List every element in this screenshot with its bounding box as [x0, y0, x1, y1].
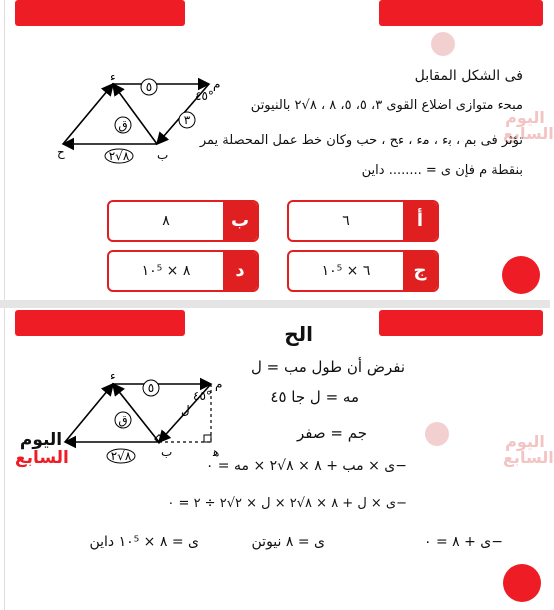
force-diag-label: ق	[118, 118, 128, 132]
red-header-bar-right	[379, 0, 543, 26]
question-intro: فى الشكل المقابل	[414, 68, 523, 84]
sol-vertex-a: م	[215, 377, 223, 391]
question-line-2: تؤثر فى ب‍م ، ب‍ء ، م‍ء ، ء‍ح ، ح‍ب وكان خط عمل المحصلة يمر	[199, 133, 523, 148]
red-header-bar-right-2	[379, 310, 543, 336]
red-header-bar-left	[15, 0, 185, 26]
red-header-bar-left-2	[15, 310, 185, 336]
question-panel	[4, 0, 554, 300]
final-step-c: ى = ٨ × ١٠⁵ داين	[89, 534, 199, 550]
sol-force-left	[65, 384, 113, 442]
vertex-label-d: ء	[110, 70, 116, 84]
solution-panel	[4, 308, 554, 610]
final-step-b: ى = ٨ نيوتن	[251, 534, 325, 550]
sol-angle-label: ٤٥°	[193, 389, 212, 403]
solution-line-5: −ى × ل + ٨ × ٨√٢ × ل × ٢√٢ ÷ ٢ = ٠	[167, 496, 407, 511]
vertex-label-c: ح	[57, 145, 65, 159]
force-bottom-label: ٨√٢	[108, 149, 130, 163]
brand-logo-line1: اليوم	[19, 430, 63, 450]
option-c[interactable]	[287, 250, 439, 292]
option-b[interactable]	[107, 200, 259, 242]
brand-logo-line2: السابع	[15, 447, 69, 468]
solution-title: الح	[284, 322, 313, 346]
sol-force-diag-label: ق	[118, 413, 128, 427]
watermark-line1-b: اليوم	[505, 432, 545, 451]
angle-label: ٤٥°	[195, 89, 214, 103]
sol-length-label: ل	[181, 403, 190, 417]
force-right-label: ٣	[183, 113, 191, 127]
option-c-letter: ج	[403, 252, 437, 290]
option-d[interactable]	[107, 250, 259, 292]
sol-force-bottom-label: ٨√٢	[110, 449, 132, 463]
right-angle-marker	[204, 435, 211, 442]
question-line-3: بنقطة م فإن ى = ........ داين	[361, 163, 523, 178]
watermark-logo-2	[503, 432, 554, 467]
option-d-value: ٨ × ١٠⁵	[141, 263, 191, 279]
sol-vertex-e: ه‍	[213, 445, 220, 459]
solution-line-2: م‍ه = ل جا ٤٥	[270, 388, 359, 406]
watermark-line1: اليوم	[505, 108, 545, 127]
watermark-line2-b: السابع	[503, 448, 554, 467]
decor-red-circle-2	[503, 564, 541, 602]
panel-divider	[0, 300, 550, 308]
solution-figure	[53, 370, 233, 466]
vertex-label-a: م	[213, 77, 221, 91]
question-line-1: م‍ب‍ح‍ء متوازى اضلاع القوى ٣، ٥، ٥، ٨ ، ٨√٢ بالنيوتن	[250, 98, 523, 113]
decor-red-circle	[502, 256, 540, 294]
solution-line-3: ج‍م = صفر	[297, 424, 367, 442]
watermark-line2: السابع	[503, 124, 554, 143]
option-a-value: ٦	[342, 213, 350, 229]
solution-line-4: −ى × م‍ب + ٨ × ٨√٢ × م‍ه = ٠	[205, 458, 407, 474]
decor-circle	[431, 32, 455, 56]
sol-vertex-b: ب	[161, 445, 173, 459]
decor-circle-2	[425, 422, 449, 446]
sol-force-top-label: ٥	[147, 381, 155, 395]
final-step-a: −ى + ٨ = ٠	[423, 534, 503, 550]
sol-vertex-d: ء	[110, 369, 116, 383]
option-b-letter: ب	[223, 202, 257, 240]
option-b-value: ٨	[162, 213, 170, 229]
force-top-label: ٥	[145, 80, 153, 94]
option-d-letter: د	[223, 252, 257, 290]
option-a-letter: أ	[403, 202, 437, 240]
option-c-value: ٦ × ١٠⁵	[321, 263, 371, 279]
parallelogram-figure	[53, 70, 253, 166]
solution-line-1: نفرض أن طول م‍ب = ل	[250, 358, 405, 376]
vertex-label-b: ب	[157, 148, 169, 162]
force-line-left	[63, 84, 113, 144]
option-a[interactable]	[287, 200, 439, 242]
